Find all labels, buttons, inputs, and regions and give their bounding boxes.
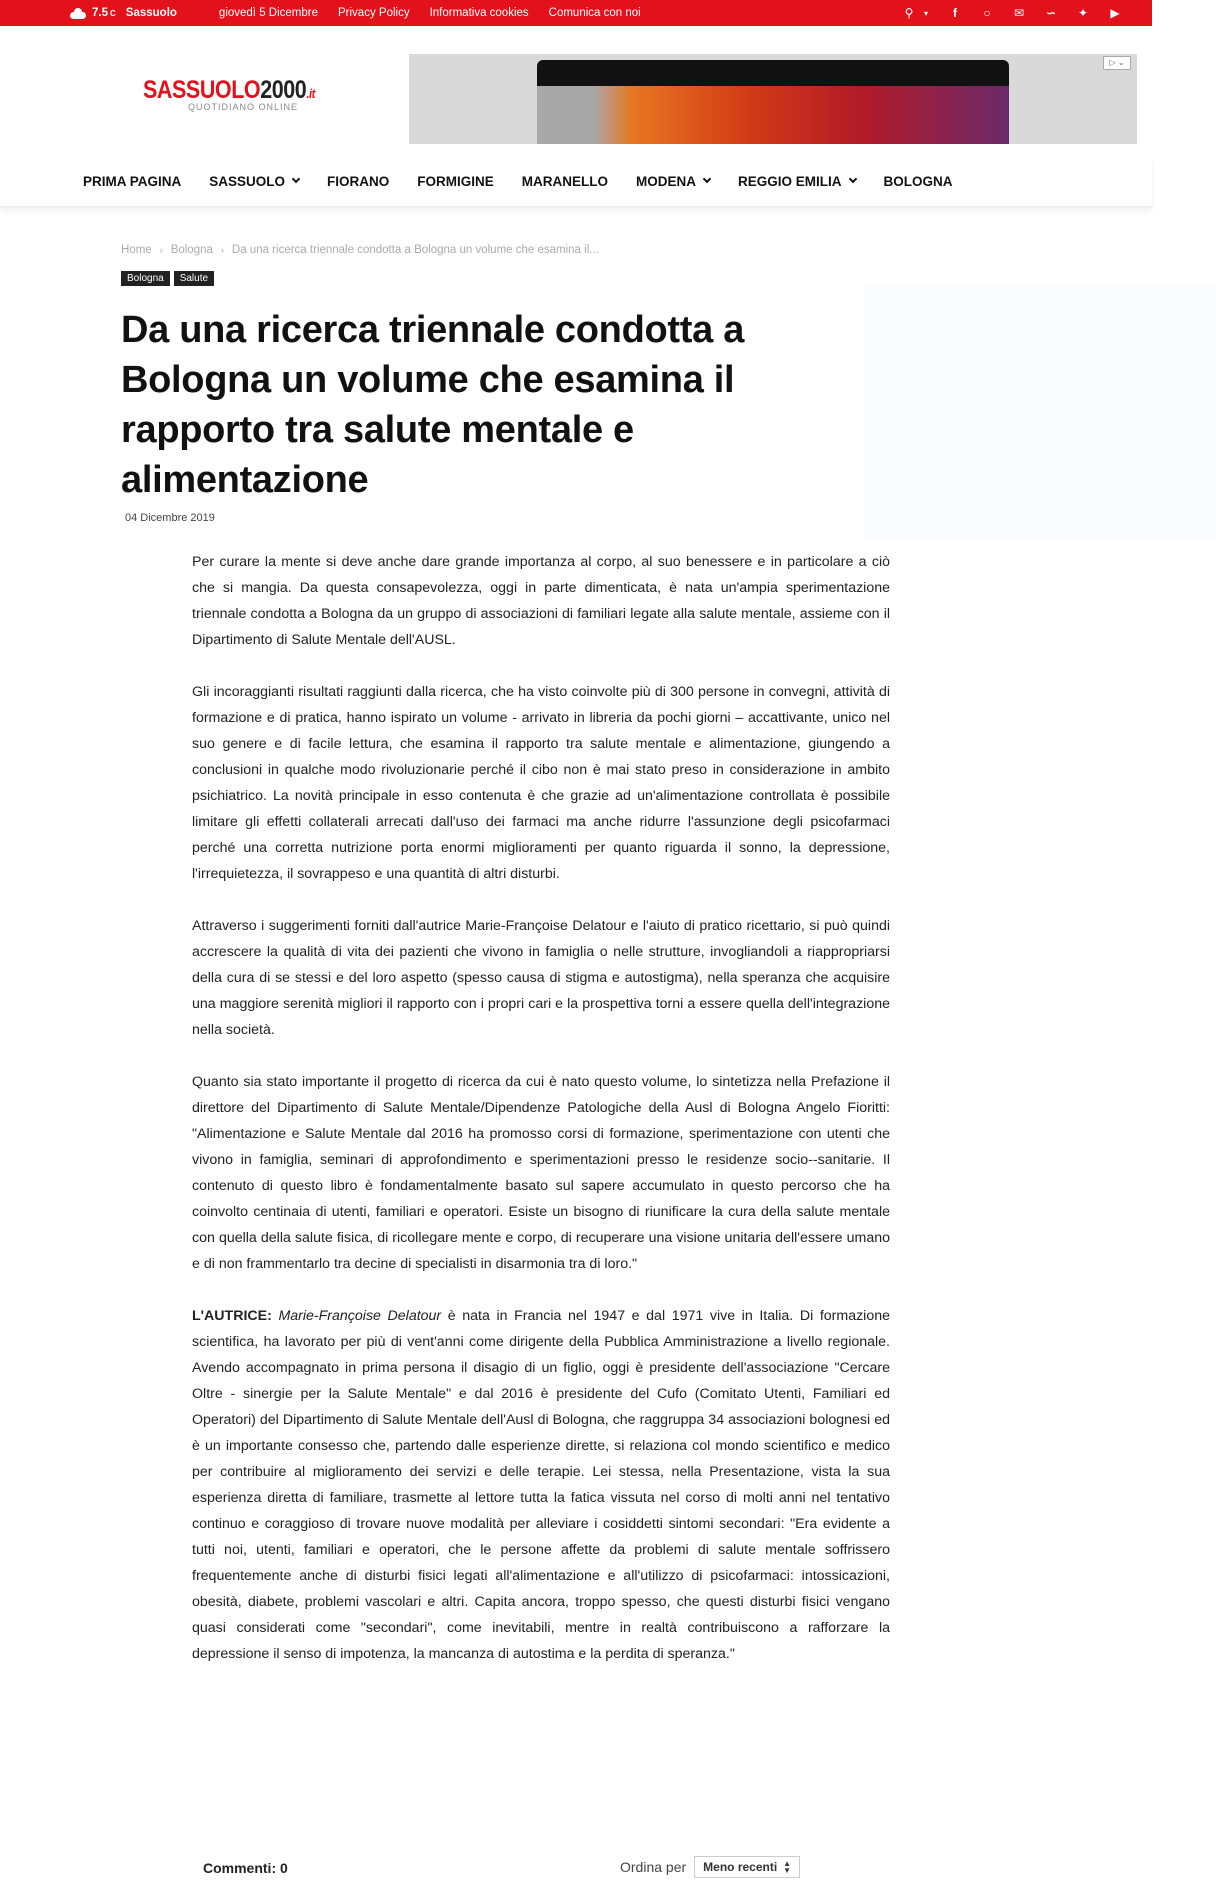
link-comunica-con-noi[interactable]: Comunica con noi [548, 7, 641, 19]
nav-item-bologna[interactable]: BOLOGNA [883, 173, 953, 189]
comments-order [620, 1856, 800, 1878]
updown-icon: ▲ ▼ [783, 1859, 792, 1875]
order-select-value: Meno recenti [703, 1860, 778, 1874]
chevron-down-icon [292, 175, 300, 183]
instagram-icon[interactable]: ○ [983, 6, 991, 20]
article-paragraph: Per curare la mente si deve anche dare grande importanza al corpo, al suo benessere e in particolare a ciò che si mangia. Da questa consapevolezza, oggi in parte dimenticata, è nata un'ampia sperimentazione triennale condotta a Bologna da un gruppo di associazioni di familiari legate alla salute mentale, assieme con il Dipartimento di Salute Mentale dell'AUSL. [192, 554, 890, 648]
comments-count: Commenti: 0 [203, 1860, 288, 1876]
nav-item-modena[interactable]: MODENA [636, 174, 710, 189]
author-bio: è nata in Francia nel 1947 e dal 1971 vive in Italia. Di formazione scientifica, ha lavorato per più di vent'anni come dirigente della Pubblica Amministrazione a livello regionale. Avendo accompagnato in prima persona il disagio di un figlio, oggi è presidente dell'associazione "Cercare Oltre - sinergie per la Salute Mentale" e dal 2016 è presidente del Cufo (Comitato Utenti, Familiari ed Operatori) del Dipartimento di Salute Mentale dell'Ausl di Bologna, che raggruppa 34 associazioni bolognesi ed è un importante consesso che, partendo dalle esperienze dirette, si relaziona col mondo scientifico e medico per contribuire al miglioramento dei servizi e delle terapie. Lei stessa, nella Presentazione, vista la sua esperienza diretta di familiare, trasmette al lettore tutta la fatica vissuta nel corso di molti anni nel tentativo continuo e coraggioso di trovare nuove modalità per alleviare i cosiddetti sintomi secondari: "Era evidente a tutti noi, utenti, familiari e operatori, che le persone affette da problemi di salute mentale soffrissero frequentemente anche di disturbi fisici legati all'alimentazione e all'utilizzo di psicofarmaci: intossicazioni, obesità, diabete, problemi vascolari e altri. Capita ancora, troppo spesso, che questi disturbi fisici vengano quasi considerati come "secondari", come inevitabili, mentre in realtà contribuiscono a rafforzare la depressione il senso di impotenza, la mancanza di autostima e la perdita di speranza." [192, 1308, 890, 1662]
mail-icon[interactable]: ✉ [1013, 6, 1025, 20]
article-title: Da una ricerca triennale condotta a Bologna un volume che esamina il rapporto tra salute mentale e alimentazione [121, 309, 745, 501]
article-date: 04 Dicembre 2019 [125, 512, 215, 524]
adchoices-icon[interactable]: ▷ ⌄ [1103, 56, 1131, 70]
nav-item-fiorano[interactable]: FIORANO [327, 173, 390, 189]
top-date: giovedì 5 Dicembre [218, 7, 318, 19]
facebook-icon[interactable]: f [953, 6, 957, 20]
logo-tagline: QUOTIDIANO ONLINE [188, 102, 299, 112]
main-nav [0, 155, 1152, 207]
social-icons [884, 0, 1122, 26]
breadcrumb-home[interactable]: Home [121, 244, 152, 256]
article-paragraph: Gli incoraggianti risultati raggiunti dalla ricerca, che ha visto coinvolte più di 300 persone in convegni, attività di formazione e di pratica, hanno ispirato un volume - arrivato in libreria da pochi giorni – accattivante, unico nel suo genere e di facile lettura, che esamina il rapporto tra salute mentale e alimentazione, giungendo a conclusioni in qualche modo rivoluzionarie perché il cibo non è mai stato preso in considerazione in ambito psichiatrico. La novità principale in esso contenuta è che grazie ad un'alimentazione controllata è possibile limitare gli effetti collaterali arrecati dall'uso dei farmaci ma anche ridurre l'assunzione degli psicofarmaci perché una corretta nutrizione porta enormi miglioramenti per quanto riguarda il sonno, la depressione, l'irrequietezza, il sovrappeso e una quantità di altri disturbi. [192, 684, 890, 882]
weather-city: Sassuolo [125, 7, 177, 19]
category-tags [121, 271, 218, 286]
chevron-down-icon [848, 175, 856, 183]
link-privacy-policy[interactable]: Privacy Policy [338, 7, 410, 19]
order-label: Ordina per [620, 1859, 687, 1875]
article-body [192, 549, 890, 1693]
breadcrumb-section[interactable]: Bologna [170, 244, 213, 256]
nav-item-maranello[interactable]: MARANELLO [521, 173, 609, 189]
chevron-down-icon[interactable]: ▾ [923, 8, 928, 18]
nav-item-prima-pagina[interactable]: PRIMA PAGINA [83, 173, 182, 189]
cloud-icon [70, 8, 86, 19]
nav-item-sassuolo[interactable]: SASSUOLO [209, 174, 299, 189]
breadcrumb-separator-icon: › [159, 245, 163, 255]
rss-icon[interactable]: ∽ [1045, 6, 1057, 20]
category-tag-salute[interactable]: Salute [174, 271, 214, 286]
order-select[interactable] [694, 1856, 800, 1878]
nav-item-reggio-emilia[interactable]: REGGIO EMILIA [738, 174, 856, 189]
logo-suffix: .it [306, 86, 315, 101]
weather-temperature: 7.5 [92, 7, 108, 19]
author-name: Marie-Françoise Delatour [278, 1308, 442, 1324]
chevron-down-icon [703, 175, 711, 183]
ad-banner[interactable] [409, 54, 1137, 144]
sidebar-placeholder [865, 283, 1216, 539]
breadcrumb-separator-icon: › [220, 245, 224, 255]
article-paragraph: L'AUTRICE: Marie-Françoise Delatour è nata in Francia nel 1947 e dal 1971 vive in Italia. Di formazione scientifica, ha lavorato per più di vent'anni come dirigente della Pubblica Amministrazione a livello regionale. Avendo accompagnato in prima persona il disagio di un figlio, oggi è presidente dell'associazione "Cercare Oltre - sinergie per la Salute Mentale" e dal 2016 è presidente del Cufo (Comitato Utenti, Familiari ed Operatori) del Dipartimento di Salute Mentale dell'Ausl di Bologna, che raggruppa 34 associazioni bolognesi ed è un importante consesso che, partendo dalle esperienze dirette, si relaziona col mondo scientifico e medico per contribuire al miglioramento dei servizi e delle terapie. Lei stessa, nella Presentazione, vista la sua esperienza diretta di familiare, trasmette al lettore tutta la fatica vissuta nel corso di molti anni nel tentativo continuo e coraggioso di trovare nuove modalità per alleviare i cosiddetti sintomi secondari: "Era evidente a tutti noi, utenti, familiari e operatori, che le persone affette da problemi di salute mentale soffrissero frequentemente anche di disturbi fisici legati all'alimentazione e all'utilizzo di psicofarmaci: intossicazioni, obesità, diabete, problemi vascolari e altri. Capita ancora, troppo spesso, che questi disturbi fisici vengano quasi considerati come "secondari", come inevitabili, mentre in realtà contribuiscono a rafforzare la depressione il senso di impotenza, la mancanza di autostima e la perdita di speranza." [192, 1308, 890, 1662]
top-bar [0, 0, 1152, 26]
top-links [219, 7, 661, 19]
twitter-icon[interactable]: ✦ [1077, 6, 1089, 20]
search-icon[interactable]: ⚲ [904, 6, 914, 20]
youtube-icon[interactable]: ▶ [1110, 6, 1120, 20]
nav-item-formigine[interactable]: FORMIGINE [417, 173, 494, 189]
breadcrumb [121, 244, 599, 256]
author-label: L'AUTRICE [192, 1308, 268, 1324]
site-logo[interactable] [143, 76, 343, 112]
article-paragraph: Attraverso i suggerimenti forniti dall'autrice Marie-Françoise Delatour e l'aiuto di pratico ricettario, si può quindi accrescere la qualità di vita dei pazienti che vivono in famiglia o nelle strutture, invogliandoli a riappropriarsi della cura di se stessi e del loro aspetto (spesso causa di stigma e autostigma), nella speranza che acquisire una maggiore serenità migliori il rapporto con i propri cari e la prospettiva torni a essere quella dell'integrazione nella società. [192, 918, 890, 1038]
article-paragraph: Quanto sia stato importante il progetto di ricerca da cui è nato questo volume, lo sintetizza nella Prefazione il direttore del Dipartimento di Salute Mentale/Dipendenze Patologiche della Ausl di Bologna Angelo Fioritti: "Alimentazione e Salute Mentale dal 2016 ha promosso corsi di formazione, sperimentazione con utenti che vivono in famiglia, seminari di approfondimento e sperimentazioni presso le residenze socio--sanitarie. Il contenuto di questo libro è fondamentalmente basato sul sapere accumulato in questo percorso che ha coinvolto centinaia di utenti, familiari e operatori. Esiste un bisogno di riunificare la cura della salute mentale con quella della salute fisica, di ricollegare mente e corpo, di recuperare una visione unitaria dell'essere umano e di non frammentarlo tra decine di specialisti in disarmonia tra di loro." [192, 1074, 890, 1272]
breadcrumb-current: Da una ricerca triennale condotta a Bologna un volume che esamina il... [231, 244, 599, 256]
logo-part2: 2000 [260, 76, 307, 104]
link-informativa-cookies[interactable]: Informativa cookies [429, 7, 529, 19]
category-tag-bologna[interactable]: Bologna [121, 271, 170, 286]
weather-unit: C [110, 8, 116, 18]
logo-part1: SASSUOLO [143, 76, 261, 104]
weather-widget [70, 7, 177, 19]
